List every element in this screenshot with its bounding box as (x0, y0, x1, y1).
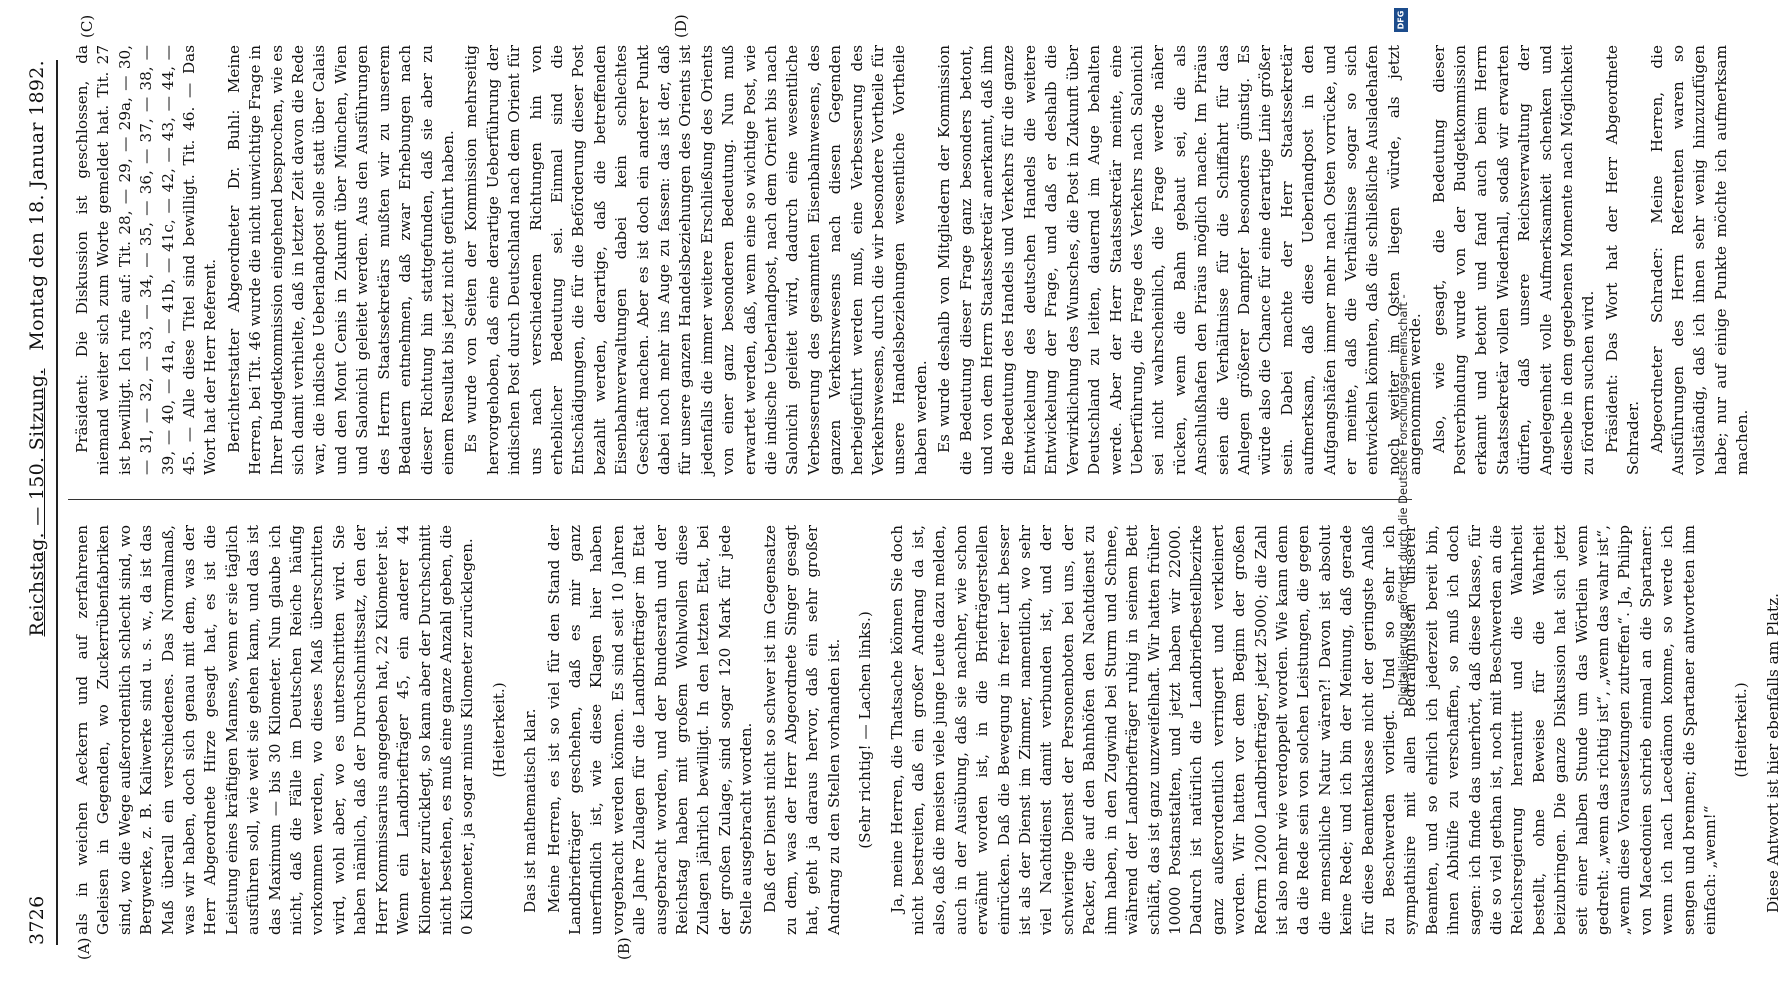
paragraph: Abgeordneter Schrader: Meine Herren, die Ausführungen des Herrn Referenten waren so vollständig, daß ich ihnen sehr wenig hinzuzufügen habe; nur auf einige Punkte möchte ich aufmerksam machen. (1647, 45, 1752, 475)
stage-direction: (Heiterkeit.) (1732, 682, 1751, 778)
dfg-logo: DFG (1394, 8, 1408, 32)
paragraph: Diese Antwort ist hier ebenfalls am Platz. (1763, 593, 1782, 913)
right-column (72, 45, 1752, 475)
credit-text: Digitalisierung gefördert durch die Deutsche Forschungsgemeinschaft - (1396, 294, 1410, 706)
page-number: 3726 (26, 895, 48, 945)
session-title: Reichstag. — 150. Sitzung. (26, 368, 48, 637)
paragraph: Das ist mathematisch klar. (521, 708, 540, 913)
paragraph: Also, wie gesagt, die Bedeutung dieser Postverbindung wurde von der Budgetkommission erkannt und betont und fand auch beim Herrn Staatssekretär vollen Wiederhall, sodaß wir erwarten dürfen, daß unsere Reichsverwaltung der Angelegenheit volle Aufmerksamkeit schenken und dieselbe in dem gegebenen Momente nach Möglichkeit zu fördern suchen wird. (1429, 45, 1598, 475)
stage-direction: (Sehr richtig! — Lachen links.) (856, 611, 875, 849)
digitization-credit (1378, 0, 1428, 1000)
paragraph: Ja, meine Herren, die Thatsache können Sie doch nicht bestreiten, daß ein großer Andrang da ist, also, daß die meisten viele junge Leute dazu melden, auch in der Ausübung, daß sie nachher, wie schon erwähnt worden ist, in die Briefträgerstellen einrücken. Daß die Bewegung in freier Luft besser ist als der Dienst im Zimmer, namentlich, wo sehr viel Nachtdienst damit verbunden ist, und der schwierige Dienst der Personenboten bei uns, der Packer, die auf den Bahnhöfen den Nachtdienst zu ihm haben, in den Zugwind bei Sturm und Schnee, während der Landbriefträger ruhig in seinem Bett schläft, das ist ganz unzweifelhaft. Wir hatten früher 10000 Postanstalten, und jetzt haben wir 22000. Dadurch ist natürlich die Landbriefbestellbezirke ganz außerordentlich verringert und verkleinert worden. Wir hatten vor dem Beginn der großen Reform 12000 Landbriefträger, jetzt 25000; die Zahl ist also mehr wie verdoppelt worden. Wie kann denn da die Rede sein von solchen Leistungen, die gegen die menschliche Natur wären?! Davon ist absolut keine Rede; und ich bin der Meinung, daß gerade für diese Beamtenklasse nicht der geringste Anlaß zu Beschwerden vorliegt. Und so sehr ich sympathisire mit allen Bedrängnissen unserer Beamten, und so ehrlich ich jederzeit bereit bin, ihnen Abhülfe zu verschaffen, so muß ich doch sagen: ich finde das unerhört, daß diese Klasse, für die so viel gethan ist, noch mit Beschwerden an die Reichsregierung herantritt und die Wahrheit bestellt, ohne Beweise für die Wahrheit beizubringen. Die ganze Diskussion hat sich jetzt seit einer halben Stunde um das Wörtlein wenn gedreht: „wenn das richtig ist“, „wenn das wahr ist“, „wenn diese Voraussetzungen zutreffen“. Ja, Philipp von Macedonien schrieb einmal an die Spartaner: wenn ich nach Lacedämon komme, so werde ich sengen und brennen; die Spartaner antworteten ihm einfach: „wenn!“ (887, 525, 1720, 935)
margin-marker-a: (A) (75, 937, 93, 960)
running-header (14, 60, 58, 945)
paragraph: Meine Herren, es ist so viel für den Stand der Landbriefträger geschehen, daß es mir ganz unerfindlich ist, wie diese Klagen hier haben vorgebracht werden können. Es sind seit 10 Jahren alle Jahre Zulagen für die Landbriefträger im Etat ausgebracht worden, und der Bundesrath und der Reichstag haben mit großem Wohlwollen diese Zulagen jährlich bewilligt. In den letzten Etat, bei der großen Zulage, sind sogar 120 Mark für jede Stelle ausgebracht worden. (544, 525, 756, 935)
margin-marker-c: (C) (78, 14, 96, 38)
column-divider (68, 499, 1412, 500)
paragraph: Präsident: Das Wort hat der Herr Abgeordnete Schrader. (1602, 45, 1643, 475)
margin-marker-d: (D) (672, 14, 690, 38)
paragraph: Berichterstatter Abgeordneter Dr. Buhl: Meine Herren, bei Tit. 46 wurde die nicht unwichtige Frage in Ihrer Budgetkommission eingehend besprochen, wie es sich damit verhielte, daß in letzter Zeit davon die Rede war, die indische Ueberlandpost solle statt über Calais und den Mont Cenis in Zukunft über München, Wien und Salonichi geleitet werden. Aus den Ausführungen des Herrn Staatssekretärs mußten wir zu unserem Bedauern entnehmen, daß zwar Erhebungen nach dieser Richtung hin stattgefunden, daß sie aber zu einem Resultat bis jetzt nicht geführt haben. (224, 45, 457, 475)
paragraph: als in weichen Aeckern und auf zerfahrenen Geleisen in Gegenden, wo Zuckerrübenfabriken sind, wo die Wege außerordentlich schlecht sind, wo Bergwerke, z. B. Kaliwerke sind u. s. w., da ist das Maß überall ein verschiedenes. Das Normalmaß, was wir haben, doch sich genau mit dem, was der Herr Abgeordnete Hirze gesagt hat, es ist die Leistung eines kräftigen Mannes, wenn er sie täglich ausführen soll, wie weit sie gehen kann, und das ist das Maximum — bis 30 Kilometer. Nun glaube ich nicht, daß die Fälle im Deutschen Reiche häufig vorkommen werden, wo dieses Maß überschritten wird, wohl aber, wo es unterschritten wird. Sie haben nämlich, daß der Durchschnittssatz, den der Herr Kommissarius angegeben hat, 22 Kilometer ist. Wenn ein Landbriefträger 45, ein anderer 44 Kilometer zurücklegt, so kann aber der Durchschnitt nicht bestehen, es muß eine ganze Anzahl geben, die 0 Kilometer, ja sogar minus Kilometer zurücklegen. (73, 524, 477, 935)
paragraph: Daß der Dienst nicht so schwer ist im Gegensatze zu dem, was der Herr Abgeordnete Singer gesagt hat, geht ja daraus hervor, daß ein sehr großer Andrang zu den Stellen vorhanden ist. (760, 525, 843, 935)
paragraph: Präsident: Die Diskussion ist geschlossen, da niemand weiter sich zum Worte gemeldet hat. Tit. 27 ist bewilligt. Ich rufe auf: Tit. 28, — 29, — 29a, — 30, — 31, — 32, — 33, — 34, — 35, — 36, — 37, — 38, — 39, — 40, — 41a, — 41b, — 41c, — 42, — 43, — 44, — 45. — Alle diese Titel sind bewilligt. Tit. 46. — Das Wort hat der Herr Referent. (73, 45, 220, 475)
session-date: Montag den 18. Januar 1892. (26, 60, 48, 351)
margin-marker-b: (B) (615, 937, 633, 960)
stage-direction: (Heiterkeit.) (489, 682, 508, 778)
paragraph: Es wurde von Seiten der Kommission mehrseitig hervorgehoben, daß eine derartige Ueberführung der indischen Post durch Deutschland nach dem Orient für uns nach verschiedenen Richtungen hin von erheblicher Bedeutung sei. Einmal sind die Entschädigungen, die für die Beförderung dieser Post bezahlt werden, derartige, daß die betreffenden Eisenbahnverwaltungen dabei kein schlechtes Geschäft machen. Aber es ist doch ein anderer Punkt dabei noch mehr ins Auge zu fassen: das ist der, daß für unsere ganzen Handelsbeziehungen des Orients ist jedenfalls die immer weitere Erschließung des Orients von einer ganz besonderen Bedeutung. Nun muß erwartet werden, daß, wenn eine so wichtige Post, wie die indische Ueberlandpost, nach dem Orient bis nach Salonichi geleitet wird, dadurch eine wesentliche Verbesserung des gesammten Eisenbahnwesens, des ganzen Verkehrswesens nach diesen Gegenden herbeigeführt werden muß, eine Verbesserung des Verkehrswesens, durch die wir besondere Vortheile für unsere Handelsbeziehungen wesentliche Vortheile haben werden. (462, 45, 930, 475)
left-column (72, 524, 1782, 935)
paragraph: Es wurde deshalb von Mitgliedern der Kommission die Bedeutung dieser Frage ganz besonders betont, und von dem Herrn Staatssekretär anerkannt, daß ihm die Bedeutung des Handels und Verkehrs für die ganze Entwickelung des deutschen Handels die weitere Entwickelung der Frage, und daß er deshalb die Verwirklichung des Wunsches, die Post in Zukunft über Deutschland zu leiten, dauernd im Auge behalten werde. Aber der Herr Staatssekretär meinte, eine Ueberführung, die Frage des Verkehrs nach Salonichi sei nicht wahrscheinlich, die Frage werde näher rücken, wenn die Bahn gebaut sei, die als Anschlußhafen den Piräus möglich mache. Im Piräus seien die Verhältnisse für die Schiffahrt für das Anlegen größerer Dampfer besonders günstig. Es würde also die Chance für eine derartige Linie größer sein. Dabei machte der Herr Staatssekretär aufmerksam, daß diese Ueberlandpost in den Aufgangshäfen immer mehr nach Osten vorrücke, und er meinte, daß die Verhältnisse sogar so sich entwickeln könnten, daß die schließliche Ausladehafen noch weiter im Osten liegen würde, als jetzt angenommen werde. (935, 45, 1425, 475)
